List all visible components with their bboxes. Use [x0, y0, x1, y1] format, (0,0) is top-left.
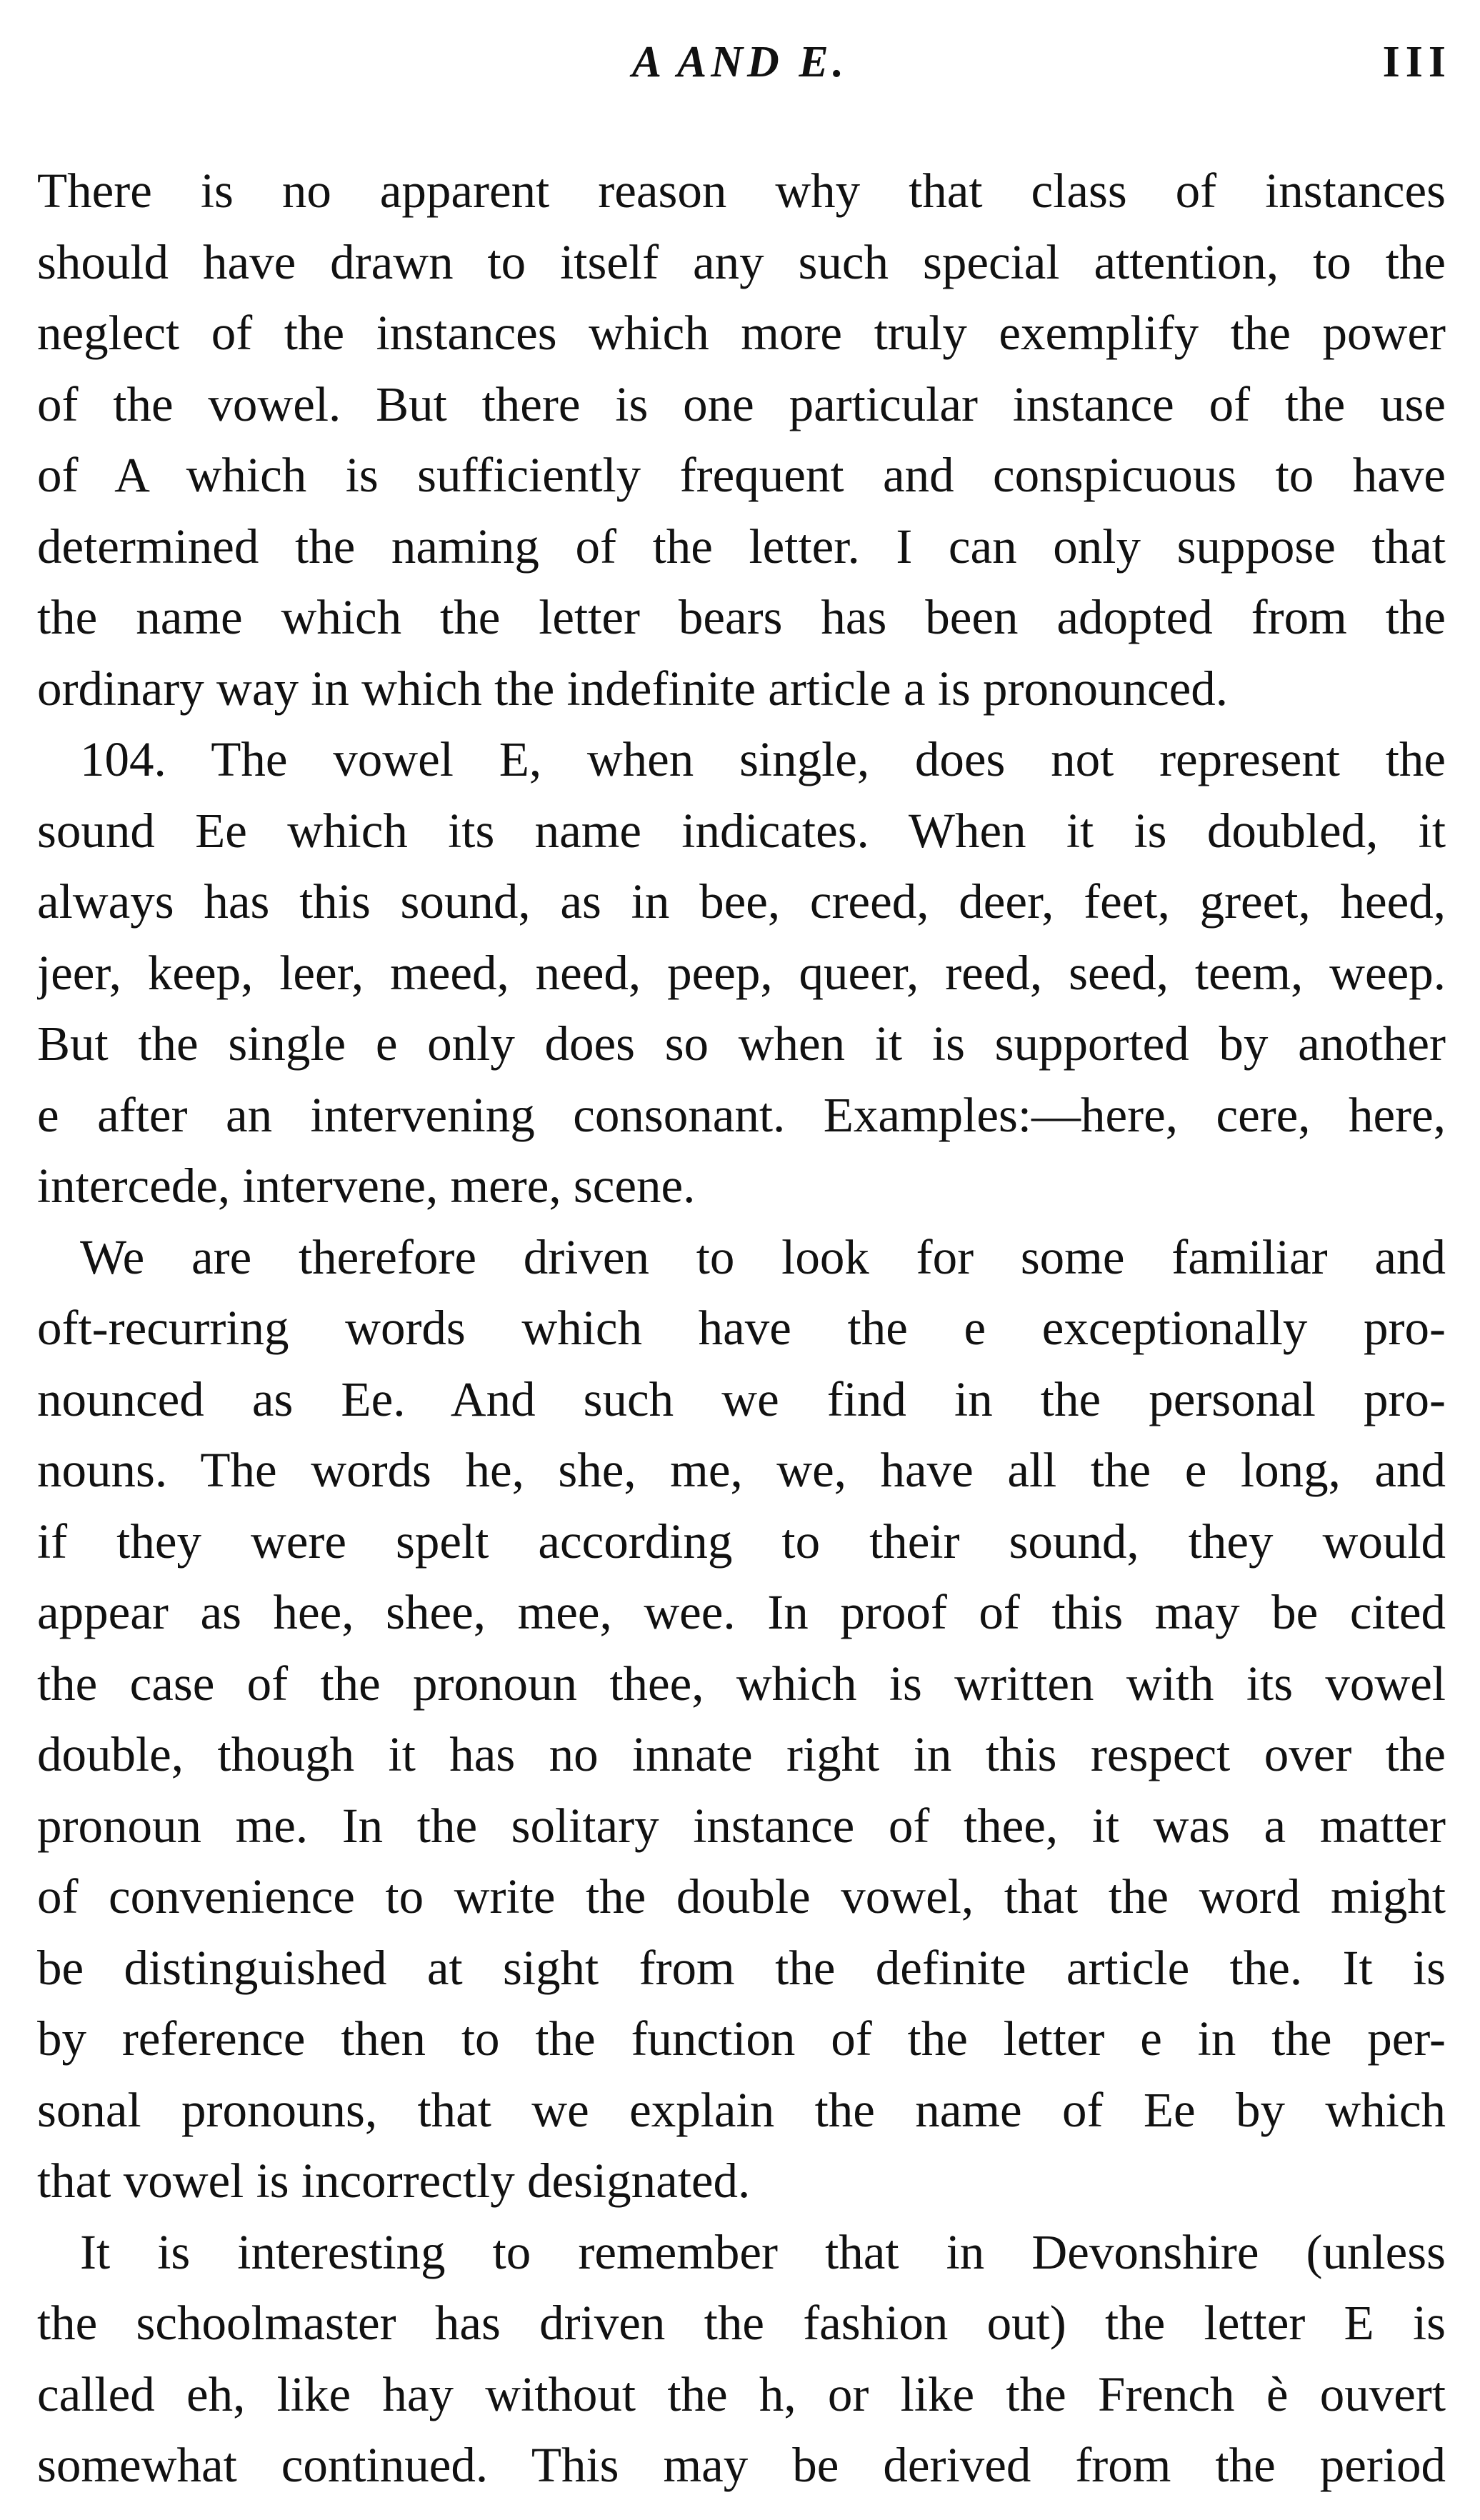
text-line: that vowel is incorrectly designated. — [37, 2154, 751, 2208]
text-line: sound Ee which its name indicates. When it is doubled, it — [37, 803, 1446, 858]
text-line: ordinary way in which the indefinite article a is pronounced. — [37, 661, 1228, 716]
page-number: III — [1382, 38, 1451, 86]
text-line: It is interesting to remember that in Devonshire (unless — [80, 2224, 1446, 2279]
text-line: jeer, keep, leer, meed, need, peep, queer, reed, seed, teem, weep. — [37, 945, 1446, 1000]
running-title: A AND E. — [631, 38, 849, 86]
text-line: intercede, intervene, mere, scene. — [37, 1159, 696, 1213]
text-line: There is no apparent reason why that class of instances — [37, 164, 1446, 218]
text-line: appear as hee, shee, mee, wee. In proof of this may be cited — [37, 1585, 1446, 1639]
page-body — [37, 156, 1446, 2501]
text-line: e after an intervening consonant. Examples:—here, cere, here, — [37, 1087, 1446, 1142]
text-line: determined the naming of the letter. I can only suppose that — [37, 519, 1446, 574]
section-104-first-line: 104. The vowel E, when single, does not represent the — [80, 732, 1446, 786]
text-line: oft-recurring words which have the e exceptionally pro- — [37, 1301, 1446, 1355]
text-line: nouns. The words he, she, me, we, have all the e long, and — [37, 1443, 1446, 1497]
text-line: somewhat continued. This may be derived from the period — [37, 2438, 1446, 2492]
text-line: We are therefore driven to look for some familiar and — [80, 1229, 1446, 1284]
text-line: by reference then to the function of the letter e in the per- — [37, 2011, 1446, 2066]
text-line: But the single e only does so when it is supported by another — [37, 1016, 1446, 1071]
text-line: of the vowel. But there is one particular instance of the use — [37, 376, 1446, 431]
text-line: if they were spelt according to their sound, they would — [37, 1514, 1446, 1569]
text-line: be distinguished at sight from the definite article the. It is — [37, 1940, 1446, 1995]
text-line: the name which the letter bears has been adopted from the — [37, 590, 1446, 644]
text-line: neglect of the instances which more truly exemplify the power — [37, 306, 1446, 360]
text-line: pronoun me. In the solitary instance of thee, it was a matter — [37, 1798, 1446, 1853]
text-line: the case of the pronoun thee, which is written with its vowel — [37, 1656, 1446, 1711]
text-line: of convenience to write the double vowel, that the word might — [37, 1869, 1446, 1924]
text-line: called eh, like hay without the h, or like the French è ouvert — [37, 2366, 1446, 2421]
text-line: the schoolmaster has driven the fashion out) the letter E is — [37, 2296, 1446, 2350]
text-line: nounced as Ee. And such we find in the personal pro- — [37, 1371, 1446, 1426]
text-line: should have drawn to itself any such special attention, to the — [37, 234, 1446, 289]
page-header — [29, 37, 1451, 101]
text-line: sonal pronouns, that we explain the name of Ee by which — [37, 2082, 1446, 2137]
text-line: always has this sound, as in bee, creed, deer, feet, greet, heed, — [37, 874, 1446, 929]
text-line: double, though it has no innate right in this respect over the — [37, 1727, 1446, 1781]
text-line: of A which is sufficiently frequent and conspicuous to have — [37, 448, 1446, 502]
